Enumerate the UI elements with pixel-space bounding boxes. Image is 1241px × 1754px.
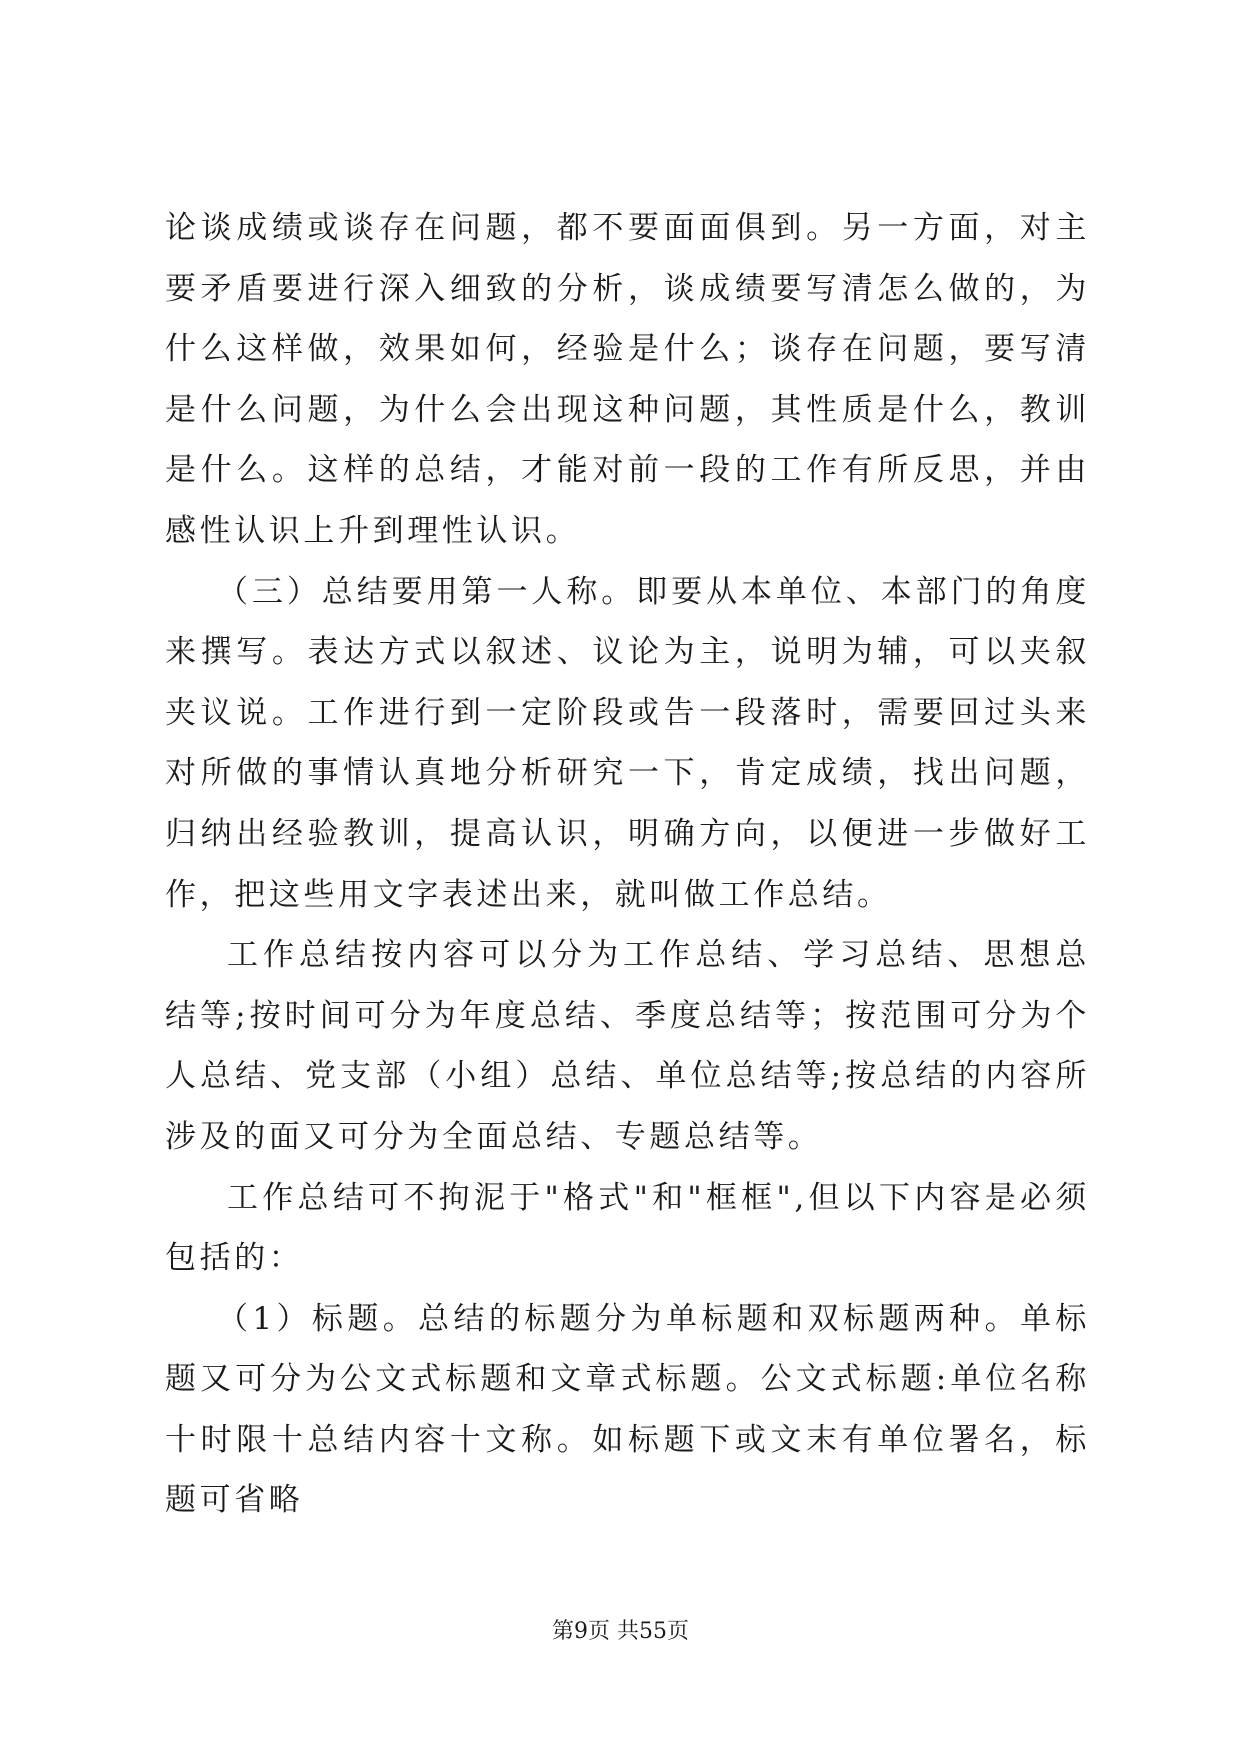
paragraph-title-item: （1）标题。总结的标题分为单标题和双标题两种。单标题又可分为公文式标题和文章式标题。公文式标题:单位名称十时限十总结内容十文称。如标题下或文末有单位署名，标题可省略 <box>165 1300 1090 1519</box>
paragraph-required-content: 工作总结可不拘泥于"格式"和"框框",但以下内容是必须包括的： <box>165 1179 1090 1277</box>
page-footer: 第9页 共55页 <box>552 1619 689 1644</box>
document-body <box>165 198 1090 1531</box>
paragraph-summary-types: 工作总结按内容可以分为工作总结、学习总结、思想总结等;按时间可分为年度总结、季度总结等；按范围可分为个人总结、党支部（小组）总结、单位总结等;按总结的内容所涉及的面又可分为全面总结、专题总结等。 <box>165 937 1090 1155</box>
paragraph-continuation: 论谈成绩或谈存在问题，都不要面面俱到。另一方面，对主要矛盾要进行深入细致的分析，谈成绩要写清怎么做的，为什么这样做，效果如何，经验是什么；谈存在问题，要写清是什么问题，为什么会出现这种问题，其性质是什么，教训是什么。这样的总结，才能对前一段的工作有所反思，并由感性认识上升到理性认识。 <box>165 210 1090 549</box>
paragraph-section-three: （三）总结要用第一人称。即要从本单位、本部门的角度来撰写。表达方式以叙述、议论为主，说明为辅，可以夹叙夹议说。工作进行到一定阶段或告一段落时，需要回过头来对所做的事情认真地分析研究一下，肯定成绩，找出问题，归纳出经验教训，提高认识，明确方向，以便进一步做好工作，把这些用文字表述出来，就叫做工作总结。 <box>165 573 1090 913</box>
